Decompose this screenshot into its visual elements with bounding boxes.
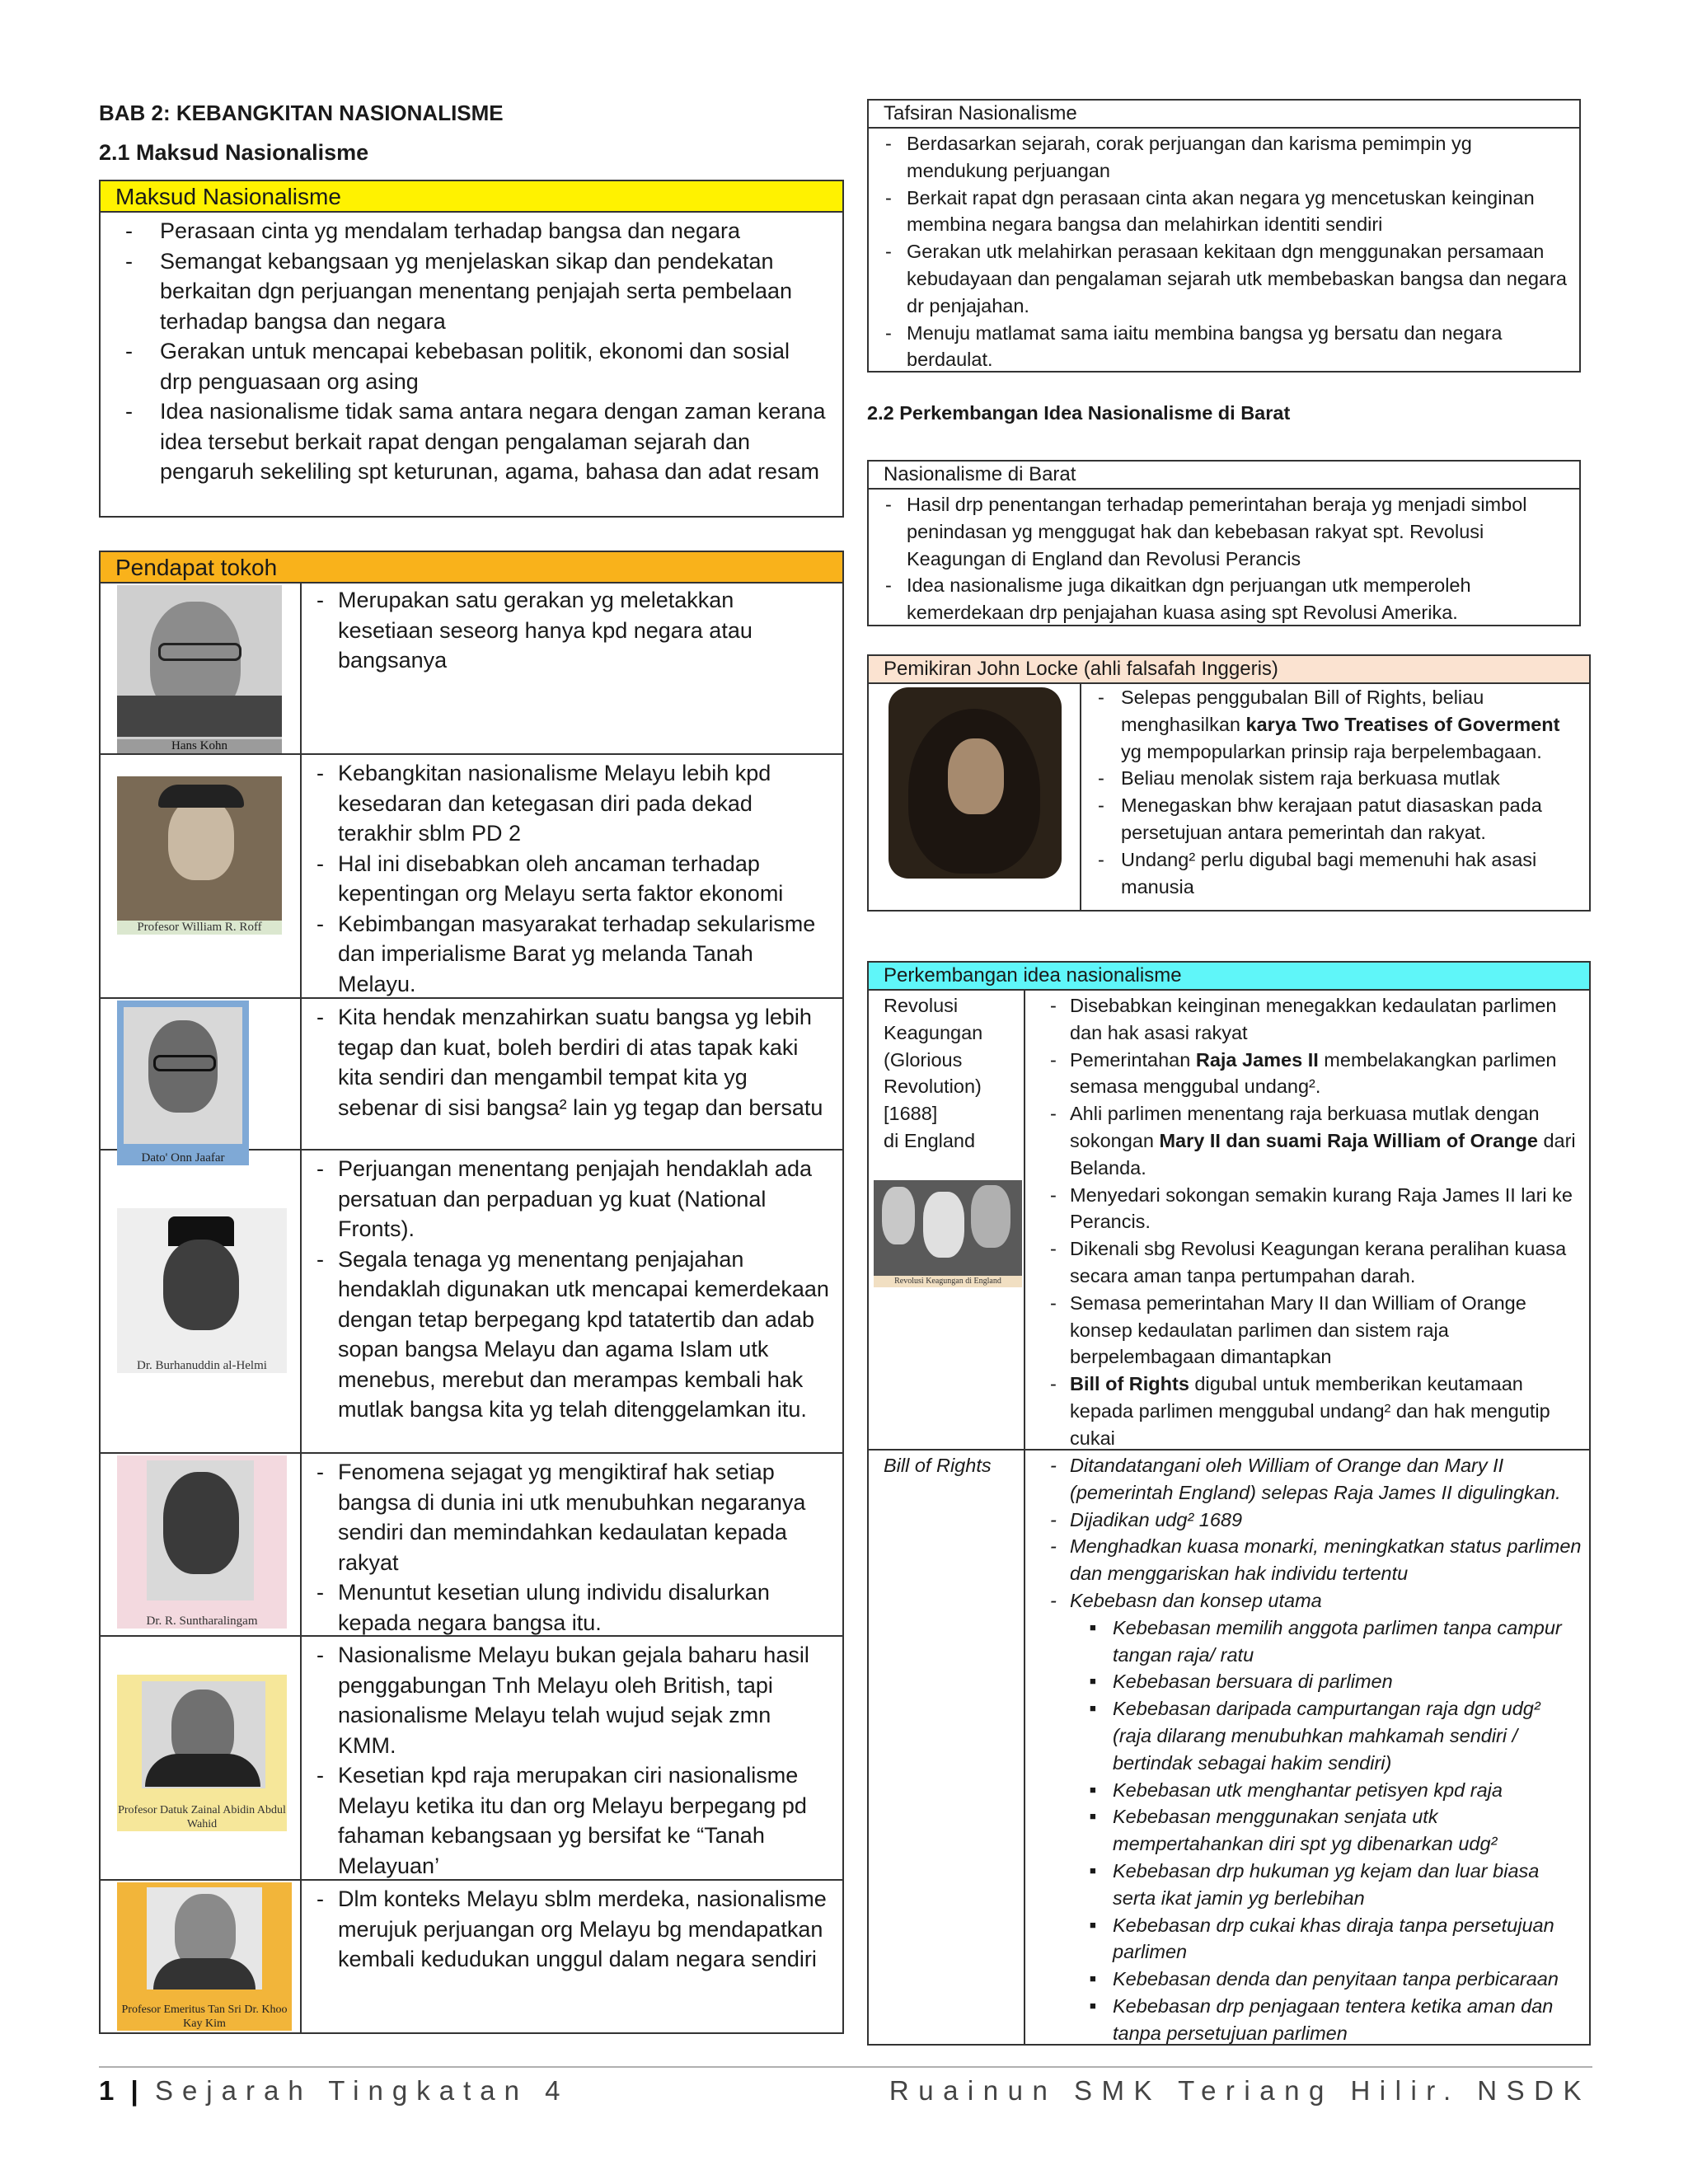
list-item: - Hal ini disebabkan oleh ancaman terhadap kepentingan org Melayu serta faktor ekonomi	[316, 849, 832, 909]
list-item: - Undang² perlu digubal bagi memenuhi hak asasi manusia	[1081, 846, 1581, 901]
list-item: - Semangat kebangsaan yg menjelaskan sikap dan pendekatan berkaitan dgn perjuangan menentang penjajah serta pembelaan terhadap bangsa dan negara	[160, 246, 826, 337]
list-item: - Pemerintahan Raja James II membelakangkan parlimen semasa menggubal undang².	[1042, 1047, 1584, 1101]
tafsiran-nasionalisme-box	[867, 99, 1581, 373]
photo-caption: Profesor Emeritus Tan Sri Dr. Khoo Kay Kim	[117, 2003, 292, 2031]
list-item: - Semasa pemerintahan Mary II dan William of Orange konsep kedaulatan parlimen dan sistem raja berpelembagaan dimantapkan	[1042, 1290, 1584, 1371]
john-locke-portrait	[889, 687, 1062, 879]
list-item: - Dlm konteks Melayu sblm merdeka, nasionalisme merujuk perjuangan org Melayu bg mendapatkan kembali kedudukan unggul dalam negara sendiri	[316, 1884, 832, 1975]
tokoh-row	[101, 999, 842, 1165]
list-item: - Gerakan untuk mencapai kebebasan politik, ekonomi dan sosial drp penguasaan org asing	[160, 336, 826, 396]
maksud-list	[101, 213, 842, 487]
revolusi-keagungan-illustration	[874, 1180, 1022, 1287]
hans-kohn-photo	[117, 585, 282, 753]
perkembangan-header: Perkembangan idea nasionalisme	[869, 963, 1589, 991]
freedom-item: ■ Kebebasan drp penjagaan tentera ketika aman dan tanpa persetujuan parlimen	[1070, 1993, 1584, 2047]
list-item: - Menuju matlamat sama iaitu membina bangsa yg bersatu dan negara berdaulat.	[869, 320, 1569, 374]
illustration-caption: Revolusi Keagungan di England	[874, 1276, 1022, 1287]
list-item: - Selepas penggubalan Bill of Rights, beliau menghasilkan karya Two Treatises of Goverment yg mempopularkan prinsip raja berpelembagaan.	[1081, 684, 1581, 765]
barat-header: Nasionalisme di Barat	[869, 462, 1579, 490]
maksud-header: Maksud Nasionalisme	[101, 181, 842, 213]
perkembangan-idea-box	[867, 961, 1591, 2046]
footer-separator: |	[130, 2075, 138, 2106]
list-item: - Dikenali sbg Revolusi Keagungan kerana peralihan kuasa secara aman tanpa pertumpahan darah.	[1042, 1235, 1584, 1290]
list-item: - Idea nasionalisme juga dikaitkan dgn perjuangan utk memperoleh kemerdekaan drp penjajahan kuasa asing spt Revolusi Amerika.	[869, 572, 1569, 626]
list-item: - Berkait rapat dgn perasaan cinta akan negara yg mencetuskan keinginan membina negara bangsa dan melahirkan identiti sendiri	[869, 185, 1569, 239]
list-item: - Hasil drp penentangan terhadap pemerintahan beraja yg menjadi simbol penindasan yg menggugat hak dan kebebasan rakyat spt. Revolusi Keagungan di England dan Revolusi Perancis	[869, 491, 1569, 572]
list-item: - Kebangkitan nasionalisme Melayu lebih kpd kesedaran dan ketegasan diri pada dekad terakhir sblm PD 2	[316, 758, 832, 849]
list-item: - Menuntut kesetian ulung individu disalurkan kepada negara bangsa itu.	[316, 1577, 832, 1638]
maksud-nasionalisme-box	[99, 180, 844, 518]
tokoh-header: Pendapat tokoh	[101, 552, 842, 583]
tokoh-row	[101, 1637, 842, 1881]
photo-caption: Profesor William R. Roff	[117, 921, 282, 935]
tokoh-row	[101, 755, 842, 999]
freedoms-list	[1070, 1615, 1584, 2047]
footer-subject: Sejarah Tingkatan 4	[154, 2075, 570, 2106]
list-item: - Kita hendak menzahirkan suatu bangsa yg lebih tegap dan kuat, boleh berdiri di atas tapak kaki kita sendiri dan mengambil tempat kita yg sebenar di sisi bangsa² lain yg tegap dan bersatu	[316, 1002, 832, 1122]
suntharalingam-photo	[117, 1455, 287, 1629]
freedom-item: ■ Kebebasan daripada campurtangan raja dgn udg² (raja dilarang menubuhkan mahkamah sendiri / bertindak sebagai hakim sendiri)	[1070, 1695, 1584, 1776]
onn-jaafar-photo	[117, 1001, 249, 1165]
bill-of-rights-list	[1042, 1452, 1584, 2047]
list-item: - Idea nasionalisme tidak sama antara negara dengan zaman kerana idea tersebut berkait rapat dengan pengalaman sejarah dan pengaruh sekeliling spt keturunan, agama, bahasa dan adat resam	[160, 396, 826, 487]
revolusi-keagungan-label: Revolusi Keagungan (Glorious Revolution) [1688] di England	[884, 995, 983, 1151]
list-item: - Ditandatangani oleh William of Orange dan Mary II (pemerintah England) selepas Raja James II digulingkan.	[1042, 1452, 1584, 1507]
freedom-item: ■ Kebebasan bersuara di parlimen	[1070, 1668, 1584, 1695]
list-item: - Kesetian kpd raja merupakan ciri nasionalisme Melayu ketika itu dan org Melayu berpegang pd fahaman kebangsaan yg bersifat ke “Tanah Melayuan’	[316, 1760, 832, 1881]
page-number: 1	[99, 2075, 115, 2106]
nasionalisme-barat-box	[867, 460, 1581, 626]
photo-caption: Hans Kohn	[117, 739, 282, 753]
list-item: - Menghadkan kuasa monarki, meningkatkan status parlimen dan menggariskan hak individu tertentu	[1042, 1533, 1584, 1587]
tokoh-row	[101, 1151, 842, 1454]
freedom-item: ■ Kebebasan utk menghantar petisyen kpd raja	[1070, 1777, 1584, 1804]
john-locke-box	[867, 654, 1591, 912]
freedom-item: ■ Kebebasan memilih anggota parlimen tanpa campur tangan raja/ ratu	[1070, 1615, 1584, 1669]
freedom-item: ■ Kebebasan denda dan penyitaan tanpa perbicaraan	[1070, 1966, 1584, 1993]
freedom-item: ■ Kebebasan drp cukai khas diraja tanpa persetujuan parlimen	[1070, 1912, 1584, 1966]
list-item: - Kebimbangan masyarakat terhadap sekularisme dan imperialisme Barat yg melanda Tanah Melayu.	[316, 909, 832, 1000]
photo-caption: Dr. Burhanuddin al-Helmi	[117, 1359, 287, 1373]
list-item: - Disebabkan keinginan menegakkan kedaulatan parlimen dan hak asasi rakyat	[1042, 992, 1584, 1047]
william-roff-photo	[117, 776, 282, 935]
burhanuddin-photo	[117, 1208, 287, 1373]
tokoh-row	[101, 1454, 842, 1637]
photo-caption: Dato' Onn Jaafar	[117, 1151, 249, 1165]
bill-of-rights-emphasis: Bill of Rights	[1070, 1373, 1189, 1395]
locke-header: Pemikiran John Locke (ahli falsafah Inggeris)	[869, 656, 1589, 684]
list-item: - Berdasarkan sejarah, corak perjuangan dan karisma pemimpin yg mendukung perjuangan	[869, 130, 1569, 185]
list-item: - Bill of Rights digubal untuk memberikan keutamaan kepada parlimen menggubal undang² dan hak mengutip cukai	[1042, 1371, 1584, 1451]
khoo-kay-kim-photo	[117, 1882, 292, 2031]
list-item: - Dijadikan udg² 1689	[1042, 1507, 1584, 1534]
list-item: - Segala tenaga yg menentang penjajahan hendaklah digunakan utk mencapai kemerdekaan dengan tetap berpegang kpd tatatertib dan adab sopan bangsa Melayu dan agama Islam utk menebus, merebut dan merampas kembali hak mutlak bangsa kita yg telah ditenggelamkan itu.	[316, 1244, 832, 1425]
tokoh-row	[101, 582, 842, 755]
locke-list	[1081, 684, 1581, 900]
list-item: - Perasaan cinta yg mendalam terhadap bangsa dan negara	[160, 216, 826, 246]
list-item: - Gerakan utk melahirkan perasaan kekitaan dgn menggunakan persamaan kebudayaan dan pengalaman sejarah utk membebaskan bangsa dan negara dr penjajahan.	[869, 238, 1569, 319]
mary-william-emphasis: Mary II dan suami Raja William of Orange	[1159, 1129, 1538, 1151]
revolusi-keagungan-list	[1042, 992, 1584, 1452]
list-item: - Kebebasn dan konsep utama ■ Kebebasan memilih anggota parlimen tanpa campur tangan raja/ ratu ■ Kebebasan bersuara di parlimen ■ Kebebasan daripada campurtangan raja dgn udg² (raja dilarang menubuhkan mahkamah sendiri / bertindak sebagai hakim sendiri) ■ Kebebasan utk menghantar petisyen kpd raja ■ Kebebasan menggunakan senjata utk mempertahankan diri spt yg dibenarkan udg² ■ Kebebasan drp hukuman yg kejam dan luar biasa serta ikat jamin yg berlebihan ■ Kebebasan drp cukai khas diraja tanpa persetujuan parlimen ■ Kebebasan denda dan penyitaan tanpa perbicaraan ■ Kebebasan drp penjagaan tentera ketika aman dan tanpa persetujuan parlimen	[1042, 1587, 1584, 2047]
tafsiran-header: Tafsiran Nasionalisme	[869, 101, 1579, 129]
chapter-title: BAB 2: KEBANGKITAN NASIONALISME	[99, 101, 504, 125]
footer-rule	[99, 2066, 1592, 2068]
list-item: - Nasionalisme Melayu bukan gejala baharu hasil penggabungan Tnh Melayu oleh British, tapi nasionalisme Melayu telah wujud sejak zmn KMM.	[316, 1640, 832, 1760]
footer-author: Ruainun SMK Teriang Hilir. NSDK	[889, 2075, 1591, 2106]
tafsiran-list	[869, 129, 1579, 373]
list-item: - Fenomena sejagat yg mengiktiraf hak setiap bangsa di dunia ini utk menubuhkan negaranya sendiri dan memindahkan kedaulatan kepada rakyat	[316, 1457, 832, 1577]
freedom-item: ■ Kebebasan drp hukuman yg kejam dan luar biasa serta ikat jamin yg berlebihan	[1070, 1858, 1584, 1912]
list-item: - Ahli parlimen menentang raja berkuasa mutlak dengan sokongan Mary II dan suami Raja William of Orange dari Belanda.	[1042, 1100, 1584, 1181]
list-item: - Menyedari sokongan semakin kurang Raja James II lari ke Perancis.	[1042, 1182, 1584, 1236]
list-item: - Beliau menolak sistem raja berkuasa mutlak	[1081, 765, 1581, 792]
freedom-item: ■ Kebebasan menggunakan senjata utk mempertahankan diri spt yg dibenarkan udg²	[1070, 1803, 1584, 1858]
tokoh-row	[101, 1881, 842, 2032]
james-ii-emphasis: Raja James II	[1195, 1048, 1319, 1071]
two-treatises-emphasis: karya Two Treatises of Goverment	[1245, 713, 1560, 735]
section-title-2-2: 2.2 Perkembangan Idea Nasionalisme di Barat	[867, 402, 1291, 424]
photo-caption: Dr. R. Suntharalingam	[117, 1615, 287, 1629]
section-title-2-1: 2.1 Maksud Nasionalisme	[99, 140, 369, 165]
list-item: - Merupakan satu gerakan yg meletakkan kesetiaan seseorg hanya kpd negara atau bangsanya	[316, 585, 832, 676]
footer-left	[99, 2075, 569, 2107]
list-item: - Perjuangan menentang penjajah hendaklah ada persatuan dan perpaduan yg kuat (National Fronts).	[316, 1154, 832, 1244]
barat-list	[869, 490, 1579, 626]
list-item: - Menegaskan bhw kerajaan patut diasaskan pada persetujuan antara pemerintah dan rakyat.	[1081, 792, 1581, 846]
photo-caption: Profesor Datuk Zainal Abidin Abdul Wahid	[118, 1804, 286, 1830]
pendapat-tokoh-box	[99, 551, 844, 2034]
zainal-abidin-photo	[117, 1675, 287, 1831]
bill-of-rights-label: Bill of Rights	[884, 1455, 992, 1476]
